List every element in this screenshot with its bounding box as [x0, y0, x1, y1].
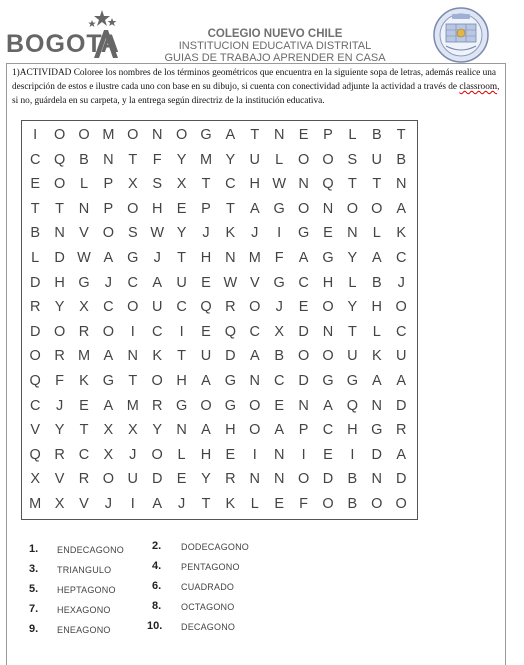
word-entry: OCTAGONO — [181, 602, 235, 612]
puzzle-letter[interactable]: D — [371, 446, 383, 463]
puzzle-letter[interactable]: D — [225, 348, 236, 365]
puzzle-letter[interactable]: M — [77, 348, 91, 365]
puzzle-letter[interactable]: C — [127, 274, 139, 291]
puzzle-letter[interactable]: T — [128, 151, 138, 168]
puzzle-letter[interactable]: G — [371, 422, 383, 439]
puzzle-letter[interactable]: A — [396, 446, 407, 463]
puzzle-letter[interactable]: O — [395, 299, 407, 316]
puzzle-letter[interactable]: C — [176, 299, 187, 316]
puzzle-letter[interactable]: N — [151, 127, 163, 143]
puzzle-letter[interactable]: E — [274, 397, 285, 414]
puzzle-letter[interactable]: H — [225, 422, 236, 439]
puzzle-letter[interactable]: G — [78, 274, 90, 291]
puzzle-letter[interactable]: L — [177, 446, 186, 463]
puzzle-letter[interactable]: C — [395, 250, 407, 266]
puzzle-letter[interactable]: E — [201, 323, 211, 340]
puzzle-letter[interactable]: T — [201, 496, 211, 512]
puzzle-letter[interactable]: J — [397, 274, 405, 291]
puzzle-letter[interactable]: R — [151, 397, 163, 414]
puzzle-letter[interactable]: V — [30, 422, 41, 439]
word-entry: TRIANGULO — [57, 565, 112, 575]
puzzle-letter[interactable]: Q — [29, 373, 41, 389]
puzzle-letter[interactable]: J — [104, 496, 112, 512]
puzzle-letter[interactable]: U — [200, 348, 212, 365]
puzzle-letter[interactable]: N — [347, 225, 358, 242]
school-name: COLEGIO NUEVO CHILE — [207, 28, 343, 40]
puzzle-letter[interactable]: V — [79, 496, 89, 512]
puzzle-letter[interactable]: C — [29, 151, 41, 168]
puzzle-letter[interactable]: C — [225, 176, 236, 193]
puzzle-letter[interactable]: G — [102, 373, 115, 389]
puzzle-letter[interactable]: A — [249, 200, 260, 217]
puzzle-letter[interactable]: Q — [346, 397, 359, 414]
word-entry: ENDECAGONO — [57, 545, 125, 555]
puzzle-letter[interactable]: G — [297, 225, 310, 242]
puzzle-letter[interactable]: H — [322, 274, 334, 291]
puzzle-letter[interactable]: L — [79, 176, 89, 193]
puzzle-letter[interactable]: T — [128, 373, 138, 389]
puzzle-letter[interactable]: V — [79, 225, 89, 242]
puzzle-letter[interactable]: I — [179, 323, 184, 340]
puzzle-letter[interactable]: G — [273, 274, 285, 291]
puzzle-letter[interactable]: A — [298, 250, 309, 266]
puzzle-letter[interactable]: R — [78, 471, 90, 488]
word-number: 9. — [29, 623, 39, 635]
puzzle-letter[interactable]: A — [152, 496, 163, 512]
puzzle-letter[interactable]: J — [153, 250, 161, 266]
puzzle-letter[interactable]: X — [54, 496, 65, 512]
puzzle-letter[interactable]: E — [323, 225, 333, 242]
puzzle-letter[interactable]: U — [249, 151, 261, 168]
puzzle-letter[interactable]: R — [54, 348, 65, 365]
puzzle-letter[interactable]: P — [103, 200, 114, 217]
puzzle-letter[interactable]: M — [199, 151, 213, 168]
puzzle-letter[interactable]: N — [103, 151, 114, 168]
word-entry: HEXAGONO — [57, 605, 111, 615]
puzzle-letter[interactable]: P — [103, 176, 114, 193]
puzzle-letter[interactable]: A — [396, 373, 407, 389]
puzzle-letter[interactable]: B — [79, 151, 89, 168]
puzzle-letter[interactable]: Y — [54, 422, 65, 439]
puzzle-letter[interactable]: O — [371, 200, 383, 217]
puzzle-letter[interactable]: L — [250, 496, 259, 512]
puzzle-letter[interactable]: E — [30, 176, 41, 193]
puzzle-letter[interactable]: G — [200, 127, 212, 143]
puzzle-letter[interactable]: J — [55, 397, 64, 414]
puzzle-letter[interactable]: K — [79, 373, 89, 389]
puzzle-letter[interactable]: W — [150, 225, 165, 242]
puzzle-letter[interactable]: H — [176, 373, 187, 389]
puzzle-letter[interactable]: T — [347, 176, 357, 193]
puzzle-letter[interactable]: S — [127, 225, 138, 242]
puzzle-letter[interactable]: D — [395, 397, 407, 414]
word-entry: CUADRADO — [181, 582, 235, 592]
puzzle-letter[interactable]: N — [127, 348, 139, 365]
word-entry: DECAGONO — [181, 622, 236, 632]
puzzle-letter[interactable]: T — [55, 200, 65, 217]
word-entry: PENTAGONO — [181, 562, 240, 572]
puzzle-letter[interactable]: E — [274, 496, 285, 512]
puzzle-letter[interactable]: H — [347, 422, 358, 439]
puzzle-letter[interactable]: B — [371, 127, 382, 143]
puzzle-letter[interactable]: K — [225, 496, 236, 512]
puzzle-letter[interactable]: V — [249, 274, 260, 291]
puzzle-letter[interactable]: E — [176, 471, 187, 488]
puzzle-letter[interactable]: C — [249, 323, 261, 340]
puzzle-letter[interactable]: W — [223, 274, 238, 291]
word-entry: ENEAGONO — [57, 625, 111, 635]
puzzle-letter[interactable]: F — [299, 496, 309, 512]
puzzle-letter[interactable]: A — [201, 422, 211, 439]
puzzle-letter[interactable]: I — [130, 323, 135, 340]
puzzle-letter[interactable]: T — [79, 422, 89, 439]
puzzle-letter[interactable]: D — [395, 471, 407, 488]
puzzle-letter[interactable]: N — [322, 200, 334, 217]
puzzle-letter[interactable]: J — [177, 496, 186, 512]
puzzle-letter[interactable]: D — [54, 250, 65, 266]
puzzle-letter[interactable]: C — [298, 274, 309, 291]
puzzle-letter[interactable]: O — [151, 373, 163, 389]
puzzle-letter[interactable]: B — [347, 496, 358, 512]
puzzle-letter[interactable]: U — [151, 299, 163, 316]
puzzle-letter[interactable]: O — [297, 348, 310, 365]
puzzle-letter[interactable]: G — [346, 373, 359, 389]
puzzle-letter[interactable]: A — [396, 200, 407, 217]
puzzle-letter[interactable]: E — [176, 200, 187, 217]
puzzle-letter[interactable]: L — [275, 151, 284, 168]
puzzle-letter[interactable]: A — [201, 373, 211, 389]
word-entry: HEPTAGONO — [57, 585, 116, 595]
puzzle-letter[interactable]: A — [371, 250, 382, 266]
puzzle-letter[interactable]: X — [274, 323, 285, 340]
word-number: 3. — [29, 563, 39, 575]
puzzle-letter[interactable]: O — [102, 471, 115, 488]
puzzle-letter[interactable]: H — [200, 446, 212, 463]
puzzle-letter[interactable]: N — [395, 176, 407, 193]
puzzle-letter[interactable]: M — [248, 250, 261, 266]
puzzle-letter[interactable]: J — [275, 299, 283, 316]
puzzle-letter[interactable]: K — [371, 348, 382, 365]
puzzle-letter[interactable]: O — [200, 397, 212, 414]
puzzle-letter[interactable]: A — [152, 274, 163, 291]
puzzle-letter[interactable]: R — [225, 299, 236, 316]
puzzle-letter[interactable]: V — [54, 471, 65, 488]
puzzle-letter[interactable]: R — [395, 422, 407, 439]
puzzle-letter[interactable]: T — [201, 176, 211, 193]
puzzle-letter[interactable]: L — [348, 274, 357, 291]
puzzle-letter[interactable]: B — [347, 471, 358, 488]
puzzle-letter[interactable]: A — [274, 422, 285, 439]
puzzle-letter[interactable]: N — [54, 225, 65, 242]
puzzle-letter[interactable]: T — [177, 348, 187, 365]
puzzle-letter[interactable]: C — [103, 299, 114, 316]
puzzle-letter[interactable]: O — [297, 200, 310, 217]
puzzle-letter[interactable]: E — [298, 127, 309, 143]
puzzle-letter[interactable]: X — [103, 446, 114, 463]
puzzle-letter[interactable]: O — [395, 496, 407, 512]
puzzle-letter[interactable]: K — [396, 225, 407, 242]
puzzle-letter[interactable]: L — [372, 323, 381, 340]
puzzle-letter[interactable]: C — [151, 323, 163, 340]
puzzle-letter[interactable]: X — [30, 471, 41, 488]
puzzle-letter[interactable]: G — [273, 200, 285, 217]
puzzle-letter[interactable]: O — [151, 446, 163, 463]
puzzle-letter[interactable]: N — [371, 471, 383, 488]
puzzle-letter[interactable]: Q — [322, 176, 334, 193]
puzzle-letter[interactable]: H — [371, 299, 383, 316]
puzzle-letter[interactable]: D — [29, 323, 41, 340]
puzzle-letter[interactable]: Y — [347, 250, 358, 266]
puzzle-letter[interactable]: Q — [224, 323, 237, 340]
puzzle-letter[interactable]: A — [225, 127, 236, 143]
puzzle-letter[interactable]: O — [322, 496, 334, 512]
puzzle-letter[interactable]: W — [272, 176, 287, 193]
puzzle-letter[interactable]: U — [176, 274, 187, 291]
puzzle-letter[interactable]: R — [54, 446, 65, 463]
puzzle-letter[interactable]: O — [127, 127, 139, 143]
puzzle-letter[interactable]: T — [396, 127, 406, 143]
puzzle-letter[interactable]: O — [53, 323, 66, 340]
puzzle-letter[interactable]: N — [249, 471, 261, 488]
puzzle-letter[interactable]: O — [346, 200, 359, 217]
puzzle-letter[interactable]: O — [127, 299, 139, 316]
puzzle-letter[interactable]: E — [79, 397, 89, 414]
puzzle-letter[interactable]: Y — [225, 151, 236, 168]
school-type: INSTITUCION EDUCATIVA DISTRITAL — [178, 40, 372, 52]
puzzle-letter[interactable]: S — [347, 151, 358, 168]
puzzle-letter[interactable]: O — [53, 176, 66, 193]
puzzle-letter[interactable]: H — [249, 176, 261, 193]
puzzle-letter[interactable]: E — [201, 274, 211, 291]
puzzle-letter[interactable]: G — [322, 250, 334, 266]
puzzle-letter[interactable]: O — [322, 299, 334, 316]
puzzle-letter[interactable]: O — [53, 127, 66, 143]
word-number: 5. — [29, 583, 39, 595]
puzzle-letter[interactable]: A — [103, 348, 114, 365]
puzzle-letter[interactable]: J — [202, 225, 210, 242]
puzzle-letter[interactable]: X — [176, 176, 187, 193]
puzzle-letter[interactable]: A — [103, 250, 114, 266]
puzzle-letter[interactable]: N — [298, 176, 309, 193]
puzzle-letter[interactable]: T — [347, 323, 357, 340]
puzzle-letter[interactable]: D — [298, 323, 309, 340]
puzzle-letter[interactable]: E — [298, 299, 309, 316]
puzzle-letter[interactable]: Y — [152, 422, 163, 439]
puzzle-letter[interactable]: I — [350, 446, 355, 463]
puzzle-letter[interactable]: N — [176, 422, 187, 439]
puzzle-letter[interactable]: C — [273, 373, 285, 389]
puzzle-letter[interactable]: N — [273, 446, 285, 463]
puzzle-letter[interactable]: K — [152, 348, 163, 365]
puzzle-letter[interactable]: N — [273, 127, 285, 143]
puzzle-letter[interactable]: T — [225, 200, 235, 217]
puzzle-letter[interactable]: U — [127, 471, 139, 488]
puzzle-letter[interactable]: U — [371, 151, 383, 168]
puzzle-letter[interactable]: G — [224, 397, 237, 414]
puzzle-letter[interactable]: I — [252, 446, 257, 463]
puzzle-letter[interactable]: B — [30, 225, 41, 242]
puzzle-letter[interactable]: K — [225, 225, 236, 242]
logo-text: BOGOTA — [6, 30, 120, 58]
guide-title: GUIAS DE TRABAJO APRENDER EN CASA — [164, 52, 386, 64]
word-number: 1. — [29, 543, 39, 555]
puzzle-letter[interactable]: N — [273, 471, 285, 488]
puzzle-letter[interactable]: O — [297, 151, 310, 168]
puzzle-letter[interactable]: B — [396, 151, 407, 168]
word-number: 4. — [152, 560, 162, 572]
word-number: 7. — [29, 603, 39, 615]
puzzle-letter[interactable]: O — [297, 471, 310, 488]
puzzle-letter[interactable]: L — [348, 127, 357, 143]
puzzle-letter[interactable]: O — [175, 127, 188, 143]
puzzle-letter[interactable]: E — [323, 446, 333, 463]
puzzle-letter[interactable]: O — [127, 200, 139, 217]
puzzle-letter[interactable]: F — [274, 250, 284, 266]
puzzle-letter[interactable]: M — [29, 496, 42, 512]
puzzle-letter[interactable]: C — [395, 323, 407, 340]
puzzle-letter[interactable]: L — [31, 250, 40, 266]
puzzle-letter[interactable]: R — [78, 323, 90, 340]
puzzle-letter[interactable]: C — [78, 446, 90, 463]
puzzle-letter[interactable]: Y — [201, 471, 211, 488]
puzzle-letter[interactable]: T — [177, 250, 187, 266]
word-number: 6. — [152, 580, 162, 592]
puzzle-letter[interactable]: P — [323, 127, 333, 143]
puzzle-letter[interactable]: M — [126, 397, 139, 414]
puzzle-letter[interactable]: I — [130, 496, 135, 512]
activity-instructions — [12, 66, 500, 108]
school-crest-icon — [432, 6, 490, 64]
puzzle-letter[interactable]: M — [102, 127, 115, 143]
puzzle-letter[interactable]: U — [395, 348, 407, 365]
school-header — [150, 28, 400, 64]
puzzle-letter[interactable]: O — [371, 496, 383, 512]
instructions-part1: 1)ACTIVIDAD Coloree los nombres de los términos geométricos que encuentra en la siguiente sopa de letras, además realice una descripción de estos e ilustre cada uno con base en su dibujo, si cuenta con conectividad adjunte la actividad a través de — [12, 68, 497, 92]
puzzle-letter[interactable]: N — [249, 373, 261, 389]
word-number: 10. — [147, 620, 163, 632]
puzzle-letter[interactable]: D — [298, 373, 309, 389]
puzzle-letter[interactable]: T — [372, 176, 382, 193]
puzzle-letter[interactable]: F — [55, 373, 65, 389]
puzzle-letter[interactable]: P — [298, 422, 309, 439]
puzzle-letter[interactable]: G — [224, 373, 237, 389]
puzzle-letter[interactable]: F — [152, 151, 162, 168]
puzzle-letter[interactable]: O — [249, 422, 261, 439]
puzzle-letter[interactable]: A — [249, 348, 260, 365]
puzzle-letter[interactable]: Y — [176, 151, 187, 168]
bogota-logo — [6, 8, 118, 58]
word-number: 2. — [152, 540, 162, 552]
puzzle-letter[interactable]: R — [29, 299, 41, 316]
puzzle-letter[interactable]: N — [371, 397, 383, 414]
puzzle-letter[interactable]: Y — [176, 225, 187, 242]
puzzle-letter[interactable]: I — [277, 225, 282, 242]
puzzle-letter[interactable]: O — [322, 348, 334, 365]
puzzle-letter[interactable]: O — [29, 348, 41, 365]
word-entry: DODECAGONO — [181, 542, 250, 552]
puzzle-letter[interactable]: Q — [200, 299, 212, 316]
puzzle-letter[interactable]: H — [200, 250, 212, 266]
puzzle-letter[interactable]: T — [30, 200, 40, 217]
puzzle-letter[interactable]: O — [249, 299, 261, 316]
puzzle-letter[interactable]: W — [77, 250, 91, 266]
puzzle-letter[interactable]: L — [372, 225, 381, 242]
puzzle-letter[interactable]: O — [249, 397, 261, 414]
puzzle-letter[interactable]: X — [127, 176, 138, 193]
puzzle-letter[interactable]: I — [33, 127, 38, 143]
puzzle-letter[interactable]: Y — [54, 299, 65, 316]
puzzle-letter[interactable]: T — [250, 127, 260, 143]
puzzle-letter[interactable]: G — [322, 373, 334, 389]
classroom-word: classroom — [459, 82, 498, 92]
puzzle-letter[interactable]: R — [225, 471, 236, 488]
puzzle-letter[interactable]: A — [323, 397, 333, 414]
puzzle-letter[interactable]: U — [347, 348, 358, 365]
puzzle-letter[interactable]: B — [274, 348, 285, 365]
puzzle-letter[interactable]: D — [151, 471, 163, 488]
word-number: 8. — [152, 600, 162, 612]
instructions-part2: , si no, guárdela en su carpeta, y la entrega según directriz de la institución educativa. — [12, 82, 500, 106]
puzzle-letter[interactable]: N — [298, 397, 309, 414]
puzzle-letter[interactable]: E — [225, 446, 236, 463]
puzzle-letter[interactable]: I — [301, 446, 306, 463]
puzzle-letter[interactable]: Y — [347, 299, 358, 316]
puzzle-letter[interactable]: G — [127, 250, 139, 266]
stars-icon — [88, 10, 118, 58]
puzzle-letter[interactable]: X — [127, 422, 138, 439]
puzzle-letter[interactable]: S — [152, 176, 163, 193]
puzzle-letter[interactable]: J — [104, 274, 112, 291]
puzzle-letter[interactable]: N — [78, 200, 90, 217]
puzzle-letter[interactable]: N — [322, 323, 334, 340]
puzzle-letter[interactable]: J — [251, 225, 259, 242]
puzzle-letter[interactable]: O — [102, 225, 115, 242]
puzzle-letter[interactable]: N — [225, 250, 236, 266]
puzzle-letter[interactable]: D — [29, 274, 41, 291]
puzzle-letter[interactable]: A — [371, 373, 382, 389]
puzzle-letter[interactable]: J — [129, 446, 137, 463]
puzzle-letter[interactable]: P — [201, 200, 211, 217]
puzzle-letter[interactable]: X — [103, 422, 114, 439]
puzzle-letter[interactable]: O — [102, 323, 115, 340]
puzzle-letter[interactable]: H — [151, 200, 163, 217]
puzzle-letter[interactable]: Q — [53, 151, 66, 168]
puzzle-letter[interactable]: A — [103, 397, 114, 414]
puzzle-letter[interactable]: C — [29, 397, 41, 414]
puzzle-letter[interactable]: O — [78, 127, 90, 143]
puzzle-letter[interactable]: H — [54, 274, 65, 291]
puzzle-letter[interactable]: D — [322, 471, 334, 488]
puzzle-letter[interactable]: B — [371, 274, 382, 291]
puzzle-letter[interactable]: X — [79, 299, 89, 316]
puzzle-letter[interactable]: Q — [29, 446, 41, 463]
puzzle-letter[interactable]: G — [175, 397, 188, 414]
puzzle-letter[interactable]: O — [322, 151, 334, 168]
puzzle-letter[interactable]: C — [322, 422, 334, 439]
